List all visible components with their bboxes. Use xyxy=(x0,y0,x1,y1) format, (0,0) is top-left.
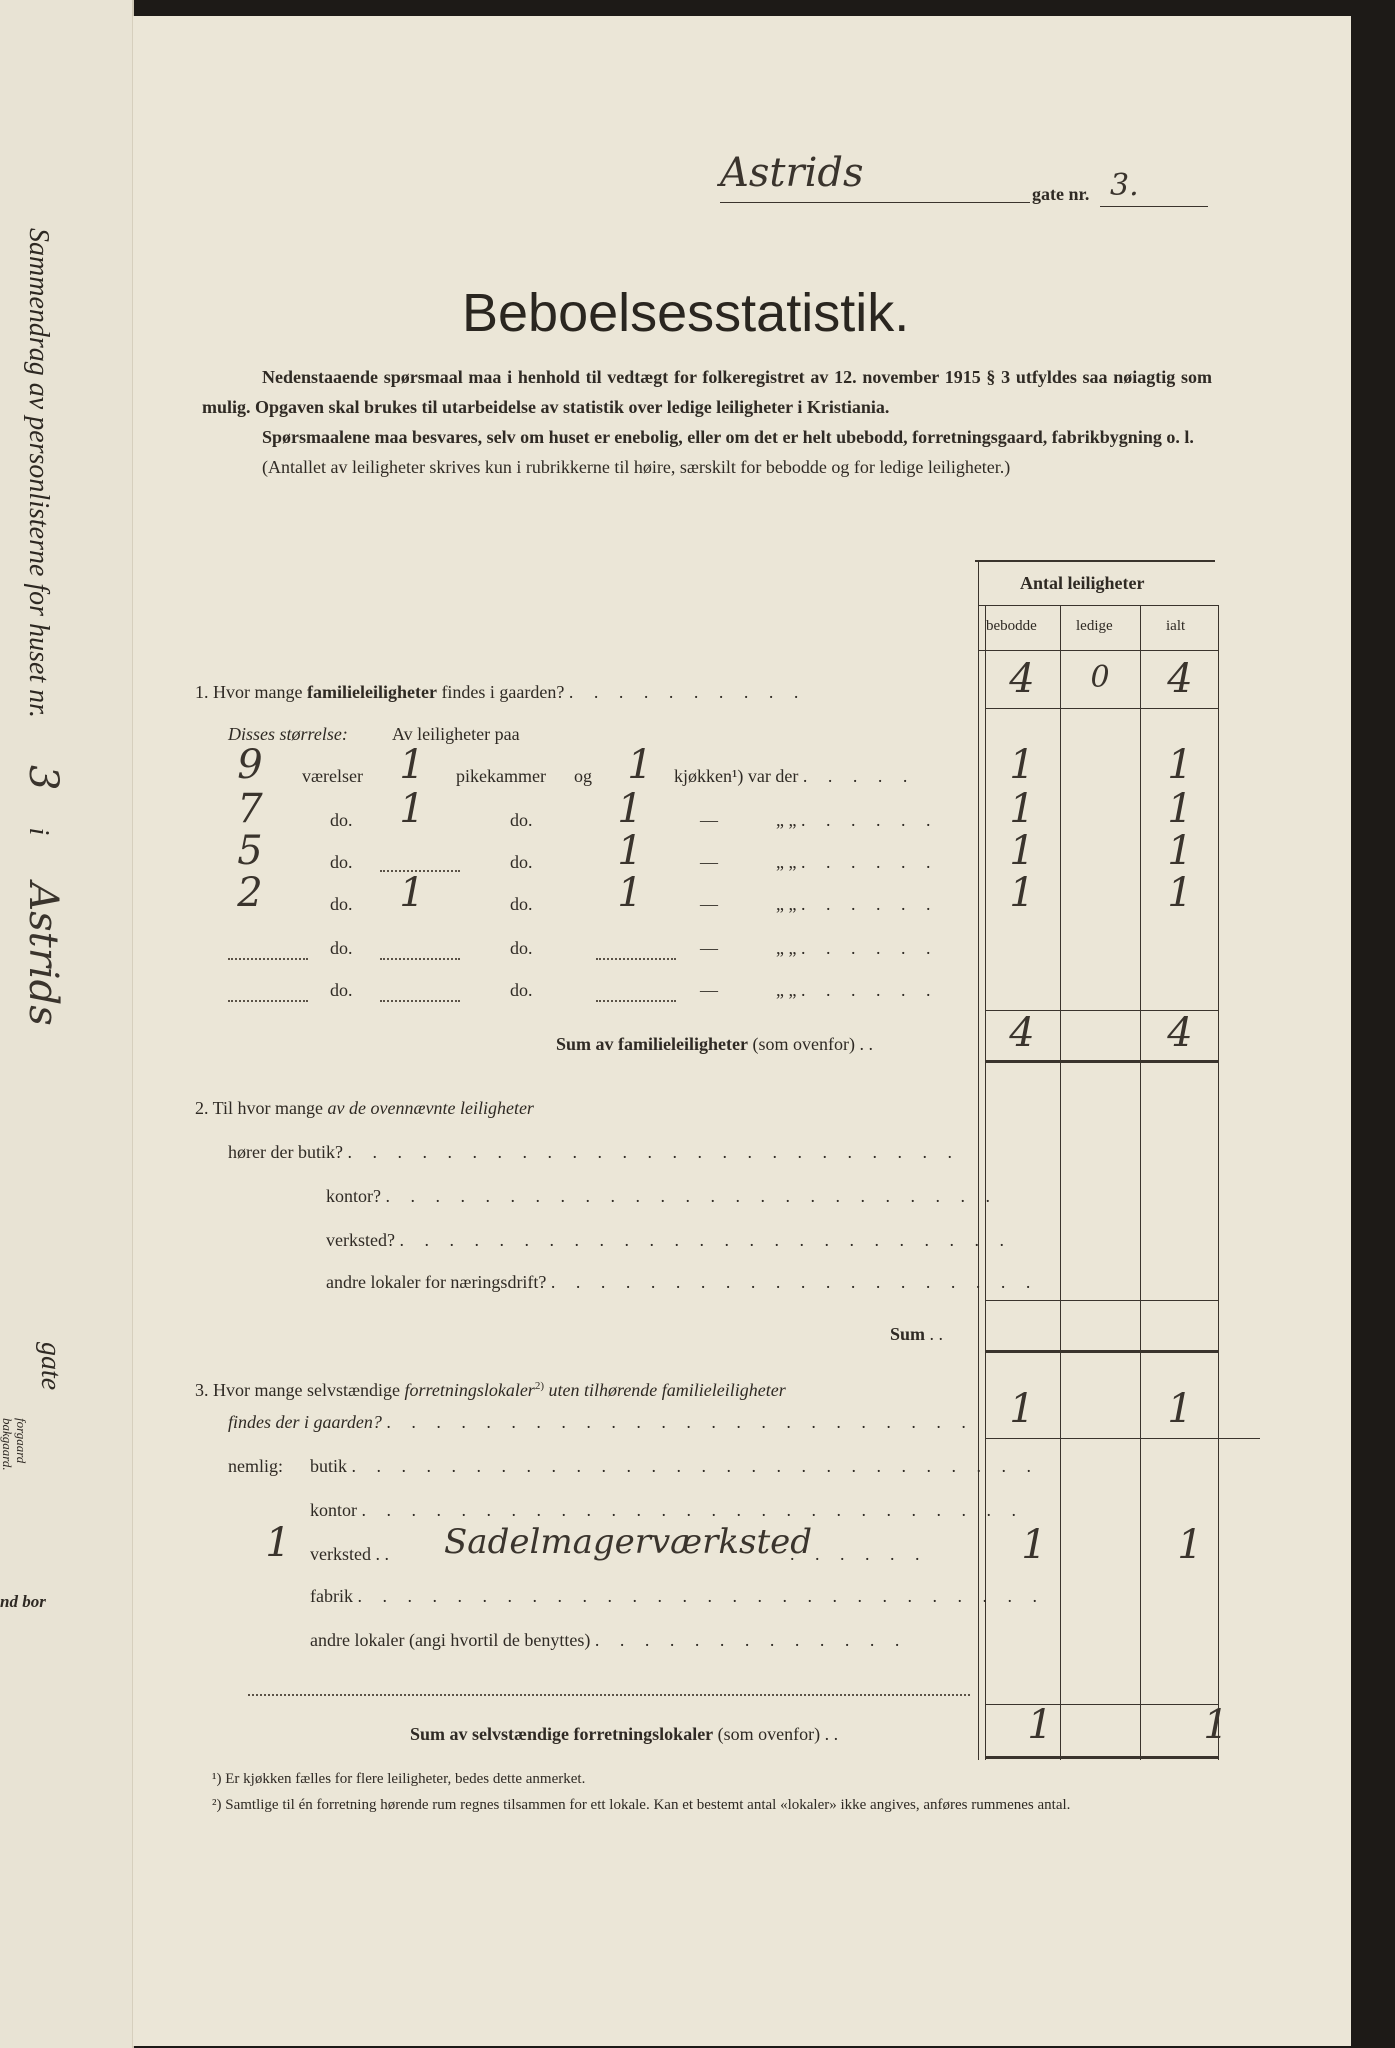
table-top-rule xyxy=(975,560,1215,562)
q3-andre: andre lokaler (angi hvortil de benyttes) . . . . . . . . . . . . . xyxy=(310,1630,908,1650)
q3-verksted-bebodde: 1 xyxy=(1021,1522,1047,1568)
intro-text: Nedenstaaende spørsmaal maa i henhold til vedtægt for folkeregistret av 12. november 1915 § 3 utfyldes saa nøiagtig som mulig. Opgaven skal brukes til utarbeidelse av statistik over ledige leiligheter i Kristiania. Spørsmaalene maa besvares, selv om huset er enebolig, eller om det er helt ubebodd, forretningsgaard, fabrikbygning o. l. (Antallet av leiligheter skrives kun i rubrikkerne til høire, særskilt for bebodde og for ledige leiligheter.) xyxy=(202,367,1212,477)
q1-sum-double-rule xyxy=(985,1060,1218,1063)
row4-do2: do. xyxy=(510,894,533,914)
row3-kjok: 1 xyxy=(617,828,643,874)
row3-bebodde: 1 xyxy=(1009,828,1035,874)
row3-ialt: 1 xyxy=(1167,828,1193,874)
q3-nemlig: nemlig: xyxy=(228,1456,283,1476)
q2-butik: hører der butik? . . . . . . . . . . . . . . . . . . . . . . . . . xyxy=(228,1142,960,1162)
q1-sum: Sum av familieleiligheter (som ovenfor) . . xyxy=(556,1034,873,1054)
left-margin-strip xyxy=(0,0,134,2048)
q3-sum-ialt: 1 xyxy=(1203,1702,1229,1748)
street-line xyxy=(720,202,1030,203)
footnote-2: ²) Samtlige til én forretning hørende rum regnes tilsammen for ett lokale. Kan et bestemt antal «lokaler» ikke angives, anføres rummenes antal. xyxy=(212,1797,1071,1813)
row6-do1: do. xyxy=(330,980,353,1000)
row6-pike-blank xyxy=(380,1000,460,1002)
q2-sum-double-rule xyxy=(985,1350,1218,1353)
q3-verksted-label: verksted . . xyxy=(310,1544,389,1564)
row1-kjok: 1 xyxy=(627,742,653,788)
col-ledige-header: ledige xyxy=(1076,618,1113,634)
q3-verksted-dots: . . . . . . xyxy=(790,1544,928,1564)
row5-pike-blank xyxy=(380,958,460,960)
q2-verksted: verksted? . . . . . . . . . . . . . . . . . . . . . . . . . xyxy=(326,1230,1012,1250)
q1-sizes-label: Disses størrelse: xyxy=(228,724,348,744)
row4-dash: — xyxy=(700,894,718,914)
table-left-border xyxy=(978,560,979,1760)
row3-do1: do. xyxy=(330,852,353,872)
q1-text: 1. Hvor mange familieleiligheter findes i gaarden? . . . . . . . . . . xyxy=(195,682,807,702)
page-title: Beboelsesstatistik. xyxy=(462,283,910,343)
q1-bebodde-value: 4 xyxy=(1009,656,1035,702)
side-nd-bor: nd bor xyxy=(0,1592,46,1611)
q3-line2: findes der i gaarden? . . . . . . . . . . . . . . . . . . . . . . . . xyxy=(228,1412,974,1432)
row5-kjok-blank xyxy=(596,958,676,960)
q1-sum-ialt: 4 xyxy=(1167,1010,1193,1056)
q1-row-rule xyxy=(985,708,1218,709)
row4-ditto: „ „ . . . . . . xyxy=(776,894,939,914)
row5-dash: — xyxy=(700,938,718,958)
q3-blank-line xyxy=(248,1694,970,1696)
row4-ialt: 1 xyxy=(1167,870,1193,916)
q2-andre: andre lokaler for næringsdrift? . . . . . . . . . . . . . . . . . . . . xyxy=(326,1272,1039,1292)
q3-sum-bebodde: 1 xyxy=(1027,1702,1053,1748)
side-house-nr-handwritten: 3 xyxy=(20,764,66,791)
row6-dash: — xyxy=(700,980,718,1000)
side-forgaard-label: forgaard bakgaard. xyxy=(0,1418,29,1471)
q2-kontor: kontor? . . . . . . . . . . . . . . . . . . . . . . . . . xyxy=(326,1186,998,1206)
row1-kjokken: kjøkken¹) var der . . . . . xyxy=(674,766,916,786)
q3-verksted-handwritten: Sadelmagerværksted xyxy=(444,1522,812,1562)
row2-bebodde: 1 xyxy=(1009,786,1035,832)
gate-nr-handwritten: 3. xyxy=(1110,168,1139,203)
row4-pike: 1 xyxy=(399,870,425,916)
row2-dash: — xyxy=(700,810,718,830)
q2-text: 2. Til hvor mange av de ovennævnte leiligheter xyxy=(195,1098,534,1118)
q3-sum-double-rule xyxy=(985,1756,1218,1759)
table-header-rule xyxy=(978,605,1218,606)
table-sub-rule xyxy=(978,650,1218,651)
gate-nr-line xyxy=(1100,206,1208,207)
row4-rooms: 2 xyxy=(237,870,263,916)
table-col-divider-1 xyxy=(1060,605,1061,1760)
gate-nr-label: gate nr. xyxy=(1032,184,1090,204)
q3-verksted-ialt: 1 xyxy=(1177,1522,1203,1568)
row5-do1: do. xyxy=(330,938,353,958)
street-handwritten: Astrids xyxy=(720,150,864,196)
row1-pike: 1 xyxy=(399,742,425,788)
q1-ialt-value: 4 xyxy=(1167,656,1193,702)
row1-og: og xyxy=(574,766,592,786)
col-bebodde-header: bebodde xyxy=(986,618,1037,634)
q1-ledige-value: 0 xyxy=(1090,660,1110,695)
row3-do2: do. xyxy=(510,852,533,872)
row2-ditto: „ „ . . . . . . xyxy=(776,810,939,830)
q1-sizes-label2: Av leiligheter paa xyxy=(392,724,520,744)
side-street-handwritten: Astrids xyxy=(20,882,66,1026)
q3-rule xyxy=(985,1438,1260,1439)
row5-ditto: „ „ . . . . . . xyxy=(776,938,939,958)
q3-bebodde: 1 xyxy=(1009,1386,1035,1432)
table-title: Antal leiligheter xyxy=(1020,573,1145,593)
row2-pike: 1 xyxy=(399,786,425,832)
row1-bebodde: 1 xyxy=(1009,742,1035,788)
row1-ialt: 1 xyxy=(1167,742,1193,788)
row4-kjok: 1 xyxy=(617,870,643,916)
table-col-divider-2 xyxy=(1140,605,1141,1760)
row2-ialt: 1 xyxy=(1167,786,1193,832)
row3-rooms: 5 xyxy=(237,828,263,874)
q3-fabrik: fabrik . . . . . . . . . . . . . . . . . . . . . . . . . . . . xyxy=(310,1586,1045,1606)
q2-sum: Sum . . xyxy=(890,1324,944,1344)
row4-do1: do. xyxy=(330,894,353,914)
q3-text: 3. Hvor mange selvstændige forretningslokaler$^{2)}$ uten tilhørende familieleiligheter xyxy=(195,1380,786,1400)
row6-rooms-blank xyxy=(228,1000,308,1002)
row1-rooms: 9 xyxy=(237,742,263,788)
row6-do2: do. xyxy=(510,980,533,1000)
q3-butik: butik . . . . . . . . . . . . . . . . . . . . . . . . . . . . xyxy=(310,1456,1040,1476)
q3-verksted-count: 1 xyxy=(265,1520,291,1566)
row4-bebodde: 1 xyxy=(1009,870,1035,916)
q3-ialt: 1 xyxy=(1167,1386,1193,1432)
row2-rooms: 7 xyxy=(237,786,263,832)
side-summary-text: Sammendrag av personlisterne for huset nr. 3 i Astrids xyxy=(20,228,66,1026)
row2-do1: do. xyxy=(330,810,353,830)
col-ialt-header: ialt xyxy=(1166,618,1186,634)
row1-vaerelser: værelser xyxy=(302,766,363,786)
row3-dash: — xyxy=(700,852,718,872)
q2-rule xyxy=(985,1300,1218,1301)
footnote-1: ¹) Er kjøkken fælles for flere leiligheter, bedes dette anmerket. xyxy=(212,1771,586,1787)
row1-pikekammer: pikekammer xyxy=(456,766,546,786)
row5-rooms-blank xyxy=(228,958,308,960)
row3-ditto: „ „ . . . . . . xyxy=(776,852,939,872)
row2-kjok: 1 xyxy=(617,786,643,832)
row6-kjok-blank xyxy=(596,1000,676,1002)
row2-do2: do. xyxy=(510,810,533,830)
q1-sum-bebodde: 4 xyxy=(1009,1010,1035,1056)
table-right-border xyxy=(1218,605,1219,1760)
row5-do2: do. xyxy=(510,938,533,958)
row6-ditto: „ „ . . . . . . xyxy=(776,980,939,1000)
q3-sum: Sum av selvstændige forretningslokaler (som ovenfor) . . xyxy=(410,1724,839,1744)
q3-kontor: kontor . . . . . . . . . . . . . . . . . . . . . . . . . . . xyxy=(310,1500,1024,1520)
side-gate-label: gate xyxy=(35,1342,66,1391)
